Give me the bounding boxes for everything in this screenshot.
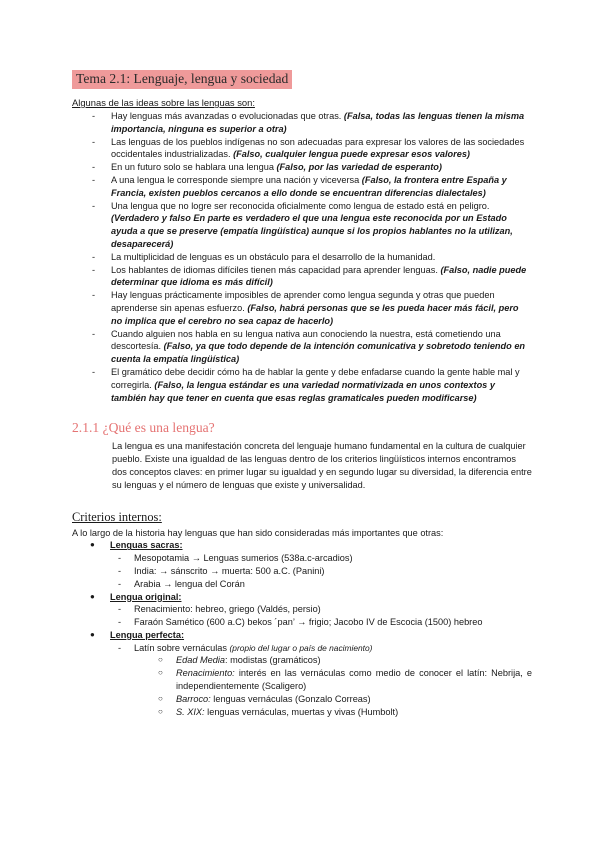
group-label: Lenguas sacras: [110,540,183,551]
idea-item: - Hay lenguas más avanzadas o evolucionadas que otras. (Falsa, todas las lenguas tienen la misma importancia, ninguna es superior a otra) [92,110,532,136]
criterios-intro: A lo largo de la historia hay lenguas que han sido consideradas más importantes que otras: [72,527,444,538]
bullet-icon: ● [90,591,95,601]
group-items [110,642,532,719]
ideas-list [72,110,532,404]
bullet-icon: ● [90,629,95,639]
group-items [110,603,532,629]
criterios-list [72,539,532,718]
group-item: - Renacimiento: hebreo, griego (Valdés, persio) [118,603,532,616]
group-items [110,552,532,590]
group-item: - Mesopotamia → Lenguas sumerios (538a.c-arcadios) [118,552,532,565]
group-item: - Latín sobre vernáculas (propio del lugar o país de nacimiento) ○ Edad Media: modistas (gramáticos) ○ Renacimiento: interés en las vernáculas como medio de conocer el latín: Nebrija, e independientemente (Scaligero) ○ Barroco: lenguas vernáculas (Gonzalo Correas) ○ S. XIX: lenguas vernáculas, muertas y vivas (Humbolt) [118,642,532,719]
idea-item: - El gramático debe decidir cómo ha de hablar la gente y debe enfadarse cuando la gente hable mal y corregirla. (Falso, la lengua estándar es una variedad normativizada en unos contextos y también hay que tener en cuenta que esas reglas gramaticales pueden modificarse) [92,366,532,404]
idea-item: - Los hablantes de idiomas difíciles tienen más capacidad para aprender lenguas. (Falso, nadie puede determinar que idioma es más difícil) [92,264,532,290]
ideas-heading: Algunas de las ideas sobre las lenguas son: [72,97,255,108]
idea-item: - Cuando alguien nos habla en su lengua nativa aun conociendo la nuestra, está cometiendo una descortesía. (Falso, ya que todo depende de la intención comunicativa y sobretodo teniendo en cuenta la empatía lingüística) [92,328,532,366]
idea-item: - Las lenguas de los pueblos indígenas no son adecuadas para expresar los valores de las sociedades occidentales industrializadas. (Falso, cualquier lengua puede expresar esos valores) [92,136,532,162]
group-item: - Arabia → lengua del Corán [118,578,532,591]
idea-item: - En un futuro solo se hablara una lengua (Falso, por las variedad de esperanto) [92,161,532,174]
period-item: ○ Edad Media: modistas (gramáticos) [158,654,532,667]
idea-item: - Hay lenguas prácticamente imposibles de aprender como lengua segunda y otras que pueden aprenderse sin apenas esfuerzo. (Falso, habrá personas que se les pueda hacer más fácil, pero no implica que el cerebro no sea capaz de hacerlo) [92,289,532,327]
criterios-title: Criterios internos: [72,509,162,524]
document-title: Tema 2.1: Lenguaje, lengua y sociedad [72,70,292,89]
group-item: - India: → sánscrito → muerta: 500 a.C. (Panini) [118,565,532,578]
period-list [134,654,532,718]
period-item: ○ Barroco: lenguas vernáculas (Gonzalo Correas) [158,693,532,706]
period-item: ○ Renacimiento: interés en las vernáculas como medio de conocer el latín: Nebrija, e independientemente (Scaligero) [158,667,532,693]
group-item: - Faraón Samético (600 a.C) bekos ´pan’ → frigio; Jacobo IV de Escocia (1500) hebreo [118,616,532,629]
idea-item: - Una lengua que no logre ser reconocida oficialmente como lengua de estado está en peligro. (Verdadero y falso En parte es verdadero el que una lengua este reconocida por un Estado ayuda a que se preserve (empatía lingüística) aunque si los propios hablantes no la utilizan, desaparecerá) [92,200,532,251]
criterio-group [90,539,532,590]
section-body: La lengua es una manifestación concreta del lenguaje humano fundamental en la cultura de cualquier pueblo. Existe una igualdad de las lenguas dentro de los criterios lingüísticos internos encontramos dos conceptos claves: en primer lugar su igualdad y en segundo lugar su diversidad, la diferencia entre su lenguas y el número de lenguas que existe y universalidad. [112,441,532,490]
criterio-group [90,629,532,719]
group-label: Lengua perfecta: [110,629,185,640]
group-label: Lengua original: [110,591,182,602]
bullet-icon: ● [90,540,95,550]
section-title: 2.1.1 ¿Qué es una lengua? [72,420,215,436]
idea-item: - A una lengua le corresponde siempre una nación y viceversa (Falso, la frontera entre España y Francia, existen pueblos cercanos a ello donde se encuentran diferencias dialectales) [92,174,532,200]
criterio-group [90,591,532,629]
idea-item: - La multiplicidad de lenguas es un obstáculo para el desarrollo de la humanidad. [92,251,532,264]
period-item: ○ S. XIX: lenguas vernáculas, muertas y vivas (Humbolt) [158,706,532,719]
